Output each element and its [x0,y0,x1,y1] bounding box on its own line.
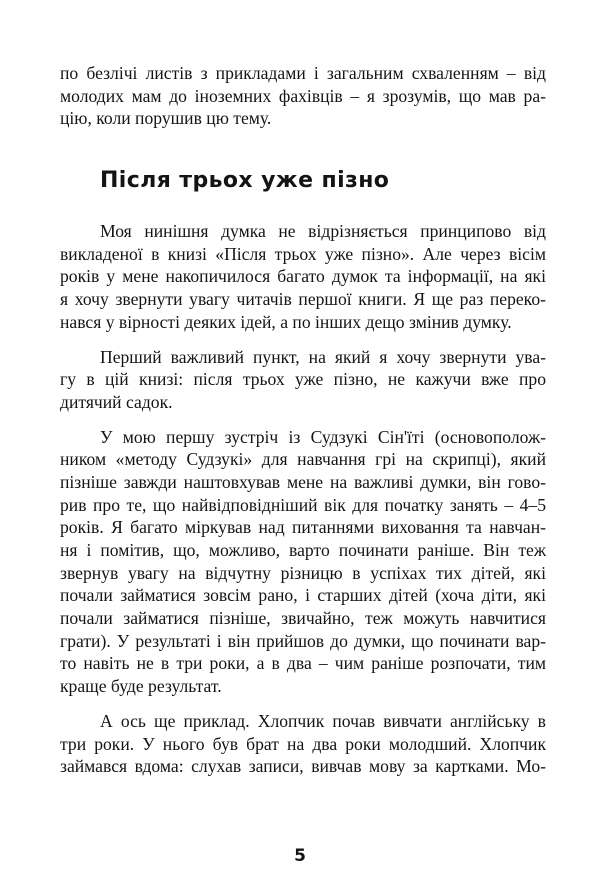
text-line: по безлічі листів з прикладами і загальним схваленням – від [60,63,546,83]
paragraphs-container [60,220,546,778]
text-line: три роки. У нього був брат на два роки молодший. Хлопчик [60,733,546,754]
text-line: краще буде результат. [60,676,222,697]
paragraph [60,346,546,414]
text-line: гу в цій книзі: після трьох уже пізно, не кажучи вже про [60,369,546,390]
text-line: цію, коли порушив цю тему. [60,108,272,129]
paragraph [60,426,546,698]
text-line: дитячий садок. [60,391,173,412]
section-heading: Після трьох уже пізно [100,168,390,194]
intro-paragraph [60,62,546,130]
text-line: рив про те, що найвідповідніший вік для початку занять – 4–5 [60,494,546,515]
text-line: Моя нинішня думка не відрізняється принципово від [100,221,546,242]
text-line: ня і помітив, що, можливо, варто починати раніше. Він теж [60,540,546,560]
text-line: У мою першу зустріч із Судзукі Сін'їті (основополож- [100,426,546,447]
text-line: років. Я багато міркував над питаннями виховання та навчан- [60,517,546,538]
text-line: почали займатися пізніше, звичайно, теж можуть навчитися [60,608,546,629]
text-line: звернув увагу на відчутну різницю в успіхах тих дітей, які [60,562,546,583]
text-line: то навіть не в три роки, а в два – чим раніше розпочати, тим [60,653,546,674]
paragraph [60,710,546,778]
text-line: займався вдома: слухав записи, вивчав мову за картками. Мо- [60,756,546,777]
text-line: Перший важливий пункт, на який я хочу звернути ува- [100,346,546,367]
text-line: пізніше завжди наштовхував мене на важливі думки, він гово- [60,471,546,492]
text-line: почали займатися зовсім рано, і старших дітей (хоча діти, які [60,585,546,606]
page-number: 5 [294,846,306,866]
paragraph [60,220,546,333]
page-body [60,62,546,790]
text-line: я хочу звернути увагу читачів першої книги. Я ще раз переко- [60,289,546,310]
text-line: грати). У результаті і він прийшов до думки, що починати вар- [60,630,546,651]
text-line: молодих мам до іноземних фахівців – я зрозумів, що мав ра- [60,85,546,106]
text-line: викладеної в книзі «Після трьох уже пізно». Але через вісім [60,243,546,264]
text-line: нався у вірності деяких ідей, а по інших дещо змінив думку. [60,311,512,332]
text-line: А ось ще приклад. Хлопчик почав вивчати англійську в [100,710,546,731]
text-line: років у мене накопичилося багато думок та інформації, на які [60,266,546,287]
text-line: ником «методу Судзукі» для навчання грі на скрипці), який [60,449,546,470]
